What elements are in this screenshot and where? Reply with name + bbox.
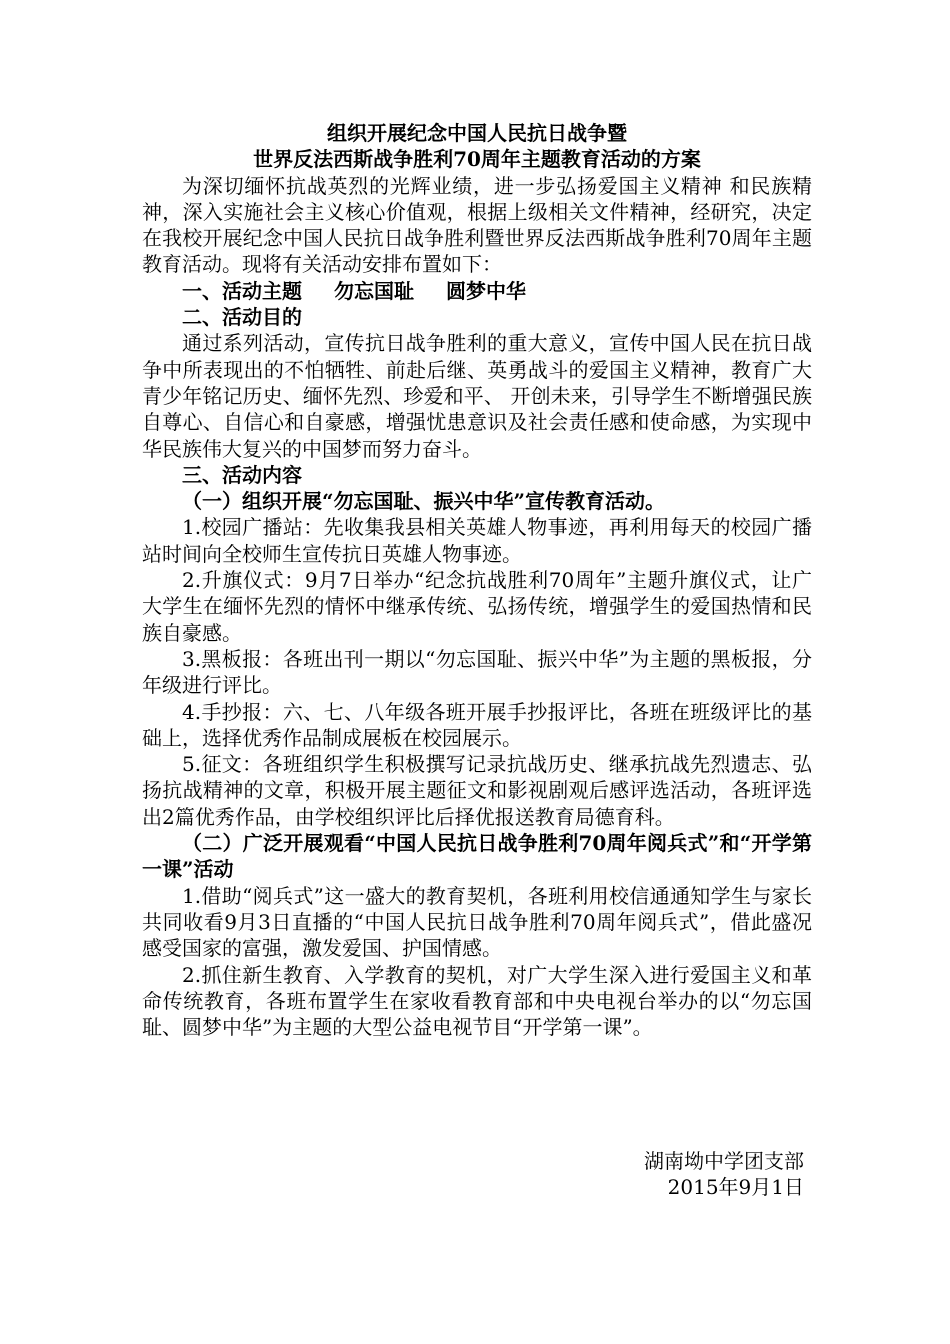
intro-paragraph: 为深切缅怀抗战英烈的光辉业绩，进一步弘扬爱国主义精神 和民族精神，深入实施社会主义核心价值观，根据上级相关文件精神，经研究，决定在我校开展纪念中国人民抗日战争胜利暨世界反法西斯战争胜利70周年主题教育活动。现将有关活动安排布置如下： [142,173,812,277]
section-3-part-1-item: 3.黑板报：各班出刊一期以“勿忘国耻、振兴中华”为主题的黑板报，分年级进行评比。 [142,646,812,698]
section-3-part-2-item: 2.抓住新生教育、入学教育的契机，对广大学生深入进行爱国主义和革命传统教育，各班布置学生在家收看教育部和中央电视台举办的以“勿忘国耻、圆梦中华”为主题的大型公益电视节目“开学第一课”。 [142,962,812,1040]
section-3-heading: 三、活动内容 [182,462,302,487]
signature-organization: 湖南坳中学团支部 [644,1149,804,1173]
section-1-theme-a: 勿忘国耻 [334,278,414,303]
section-2-heading: 二、活动目的 [182,305,302,330]
section-3-part-2-heading: （二）广泛开展观看“中国人民抗日战争胜利70周年阅兵式”和“开学第一课”活动 [142,831,812,882]
section-1-heading [142,278,812,304]
document-title-line-1: 组织开展纪念中国人民抗日战争暨 [327,121,627,145]
section-3-part-1-item: 5.征文：各班组织学生积极撰写记录抗战历史、继承抗战先烈遗志、弘扬抗战精神的文章，积极开展主题征文和影视剧观后感评选活动，各班评选出2篇优秀作品，由学校组织评比后择优报送教育局德育科。 [142,752,812,829]
section-3-part-1-item: 2.升旗仪式：9月7日举办“纪念抗战胜利70周年”主题升旗仪式，让广大学生在缅怀先烈的情怀中继承传统、弘扬传统，增强学生的爱国热情和民族自豪感。 [142,568,812,645]
document-body [142,120,812,1040]
section-3-part-1-item: 4.手抄报：六、七、八年级各班开展手抄报评比，各班在班级评比的基础上，选择优秀作品制成展板在校园展示。 [142,699,812,750]
section-2-body: 通过系列活动，宣传抗日战争胜利的重大意义，宣传中国人民在抗日战争中所表现出的不怕牺牲、前赴后继、英勇战斗的爱国主义精神，教育广大青少年铭记历史、缅怀先烈、珍爱和平、 开创未来，引导学生不断增强民族自尊心、自信心和自豪感，增强忧患意识及社会责任感和使命感，为实现中华民族伟大复兴的中国梦而努力奋斗。 [142,331,812,461]
document-title-line-2: 世界反法西斯战争胜利70周年主题教育活动的方案 [253,147,701,172]
section-1-theme-b: 圆梦中华 [446,278,526,303]
signature-date: 2015年9月1日 [667,1175,804,1200]
signature-block [600,1148,804,1201]
section-1-label: 一、活动主题 [182,278,302,303]
section-3-part-1-item: 1.校园广播站：先收集我县相关英雄人物事迹，再利用每天的校园广播站时间向全校师生宣传抗日英雄人物事迹。 [142,515,812,566]
section-3-part-2-item: 1.借助“阅兵式”这一盛大的教育契机，各班利用校信通通知学生与家长共同收看9月3日直播的“中国人民抗日战争胜利70周年阅兵式”，借此盛况感受国家的富强，激发爱国、护国情感。 [142,883,812,961]
section-3-part-1-heading: （一）组织开展“勿忘国耻、振兴中华”宣传教育活动。 [182,489,666,514]
